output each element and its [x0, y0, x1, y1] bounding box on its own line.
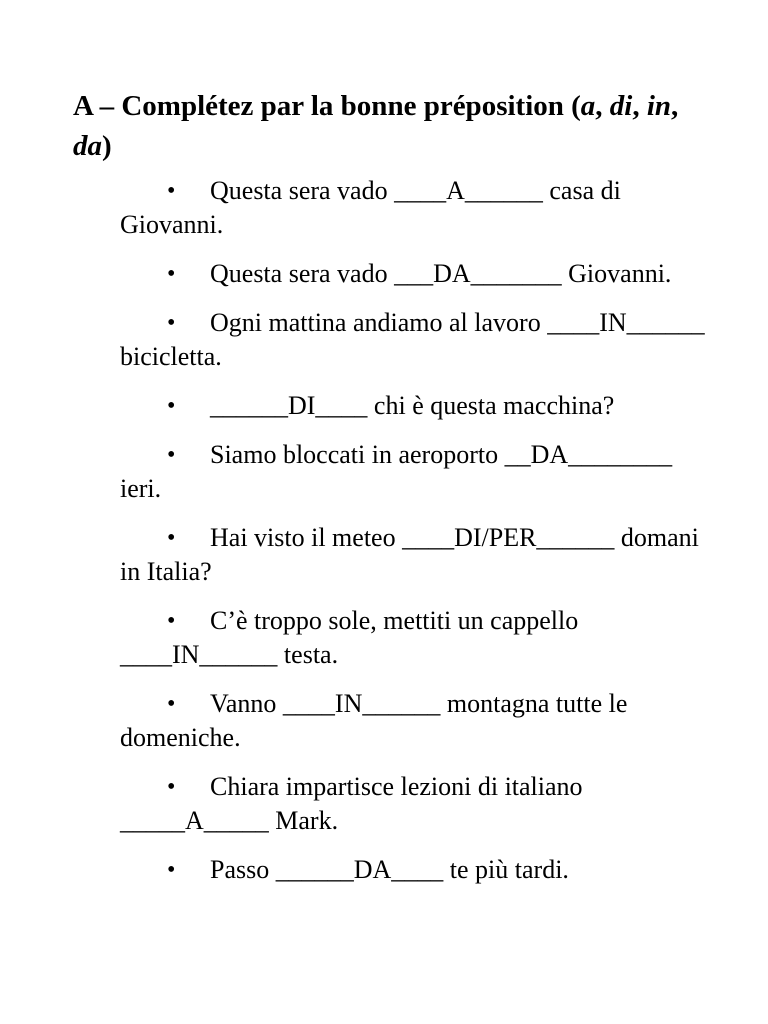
exercise-item [120, 604, 710, 672]
bullet-icon: • [167, 442, 176, 468]
option-a: a [580, 90, 596, 122]
exercise-text: Hai visto il meteo ____DI/PER______ domani in Italia? [120, 523, 699, 586]
exercise-text: ______DI____ chi è questa macchina? [210, 391, 615, 420]
exercise-text: Questa sera vado ____A______ casa di Giovanni. [120, 176, 621, 239]
exercise-item [120, 521, 710, 589]
exercise-heading [73, 86, 713, 166]
exercise-item [120, 174, 710, 242]
option-in: in [646, 90, 672, 122]
heading-prefix: A – Complétez par la bonne préposition ( [73, 90, 581, 122]
bullet-icon: • [167, 393, 176, 419]
heading-separator: , [632, 90, 647, 122]
exercise-list [120, 174, 710, 902]
exercise-text: Questa sera vado ___DA_______ Giovanni. [210, 259, 672, 288]
bullet-icon: • [167, 608, 176, 634]
bullet-icon: • [167, 310, 176, 336]
exercise-text: Passo ______DA____ te più tardi. [210, 855, 569, 884]
exercise-text: Siamo bloccati in aeroporto __DA________ ieri. [120, 440, 673, 503]
exercise-text: Ogni mattina andiamo al lavoro ____IN______ bicicletta. [120, 308, 705, 371]
option-di: di [609, 90, 633, 122]
exercise-text: Chiara impartisce lezioni di italiano _____A_____ Mark. [120, 772, 583, 835]
exercise-text: C’è troppo sole, mettiti un cappello ____IN______ testa. [120, 606, 579, 669]
heading-separator: , [671, 90, 679, 122]
heading-suffix: ) [102, 130, 112, 162]
bullet-icon: • [167, 774, 176, 800]
exercise-item [120, 257, 710, 291]
bullet-icon: • [167, 261, 176, 287]
exercise-item [120, 770, 710, 838]
exercise-item [120, 306, 710, 374]
exercise-text: Vanno ____IN______ montagna tutte le domeniche. [120, 689, 628, 752]
exercise-item [120, 438, 710, 506]
heading-separator: , [595, 90, 610, 122]
bullet-icon: • [167, 525, 176, 551]
option-da: da [73, 130, 102, 162]
exercise-item [120, 853, 710, 887]
bullet-icon: • [167, 857, 176, 883]
bullet-icon: • [167, 178, 176, 204]
exercise-item [120, 687, 710, 755]
exercise-item [120, 389, 710, 423]
bullet-icon: • [167, 691, 176, 717]
